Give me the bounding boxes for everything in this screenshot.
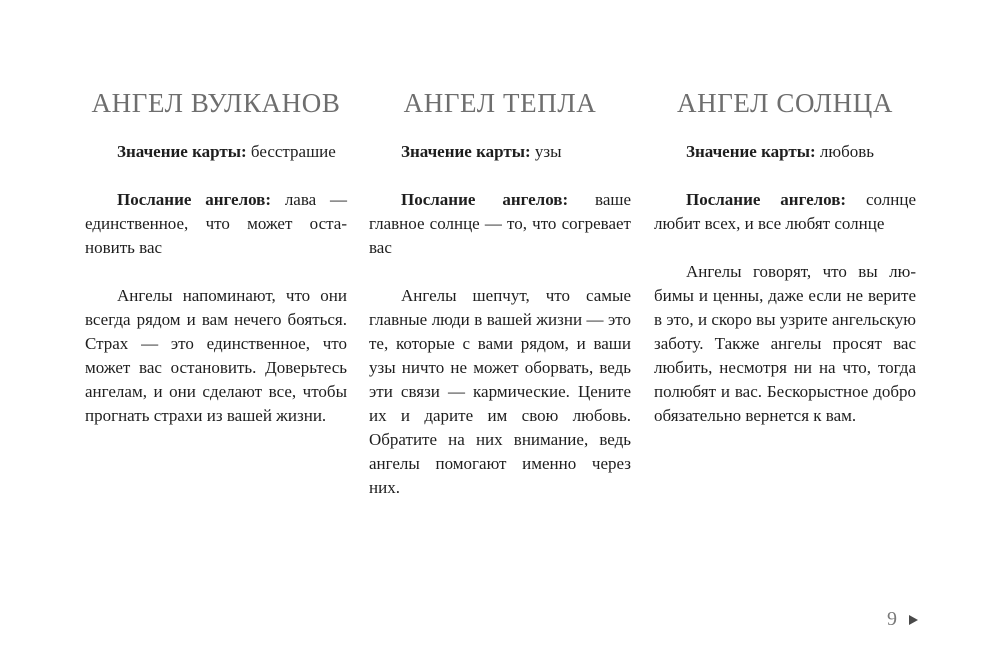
message-value: солнце любит всех, и все любят солнце [654,190,916,233]
page-footer [887,608,918,631]
card-title: АНГЕЛ ВУЛКАНОВ [91,88,341,118]
meaning-value: любовь [815,142,875,161]
meaning-label: Значение карты: [686,142,816,161]
card-message [85,188,347,260]
card-column-volcanoes [85,88,347,452]
message-value: лава — единственное, что может остановить вас [85,190,347,257]
card-column-warmth [369,88,631,524]
message-label: Послание ангелов: [117,190,272,209]
card-body: Ангелы напоминают, что они всегда рядом и вам нечего бояться. Страх — это единственное, что может вас остановить. Доверьтесь ангелам, и они сделают все, чтобы прогнать страхи из вашей жизни. [85,286,347,425]
card-column-sun [654,88,916,452]
card-title: АНГЕЛ ТЕПЛА [403,88,597,118]
meaning-label: Значение карты: [401,142,531,161]
card-message [369,188,631,260]
message-label: Послание ангелов: [686,190,847,209]
meaning-label: Значение карты: [117,142,247,161]
card-meaning [85,140,347,164]
card-meaning [654,140,916,164]
page-number: 9 [887,608,897,630]
card-body: Ангелы говорят, что вы любимы и ценны, даже если не верите в это, и скоро вы узрите ангельскую заботу. Также ангелы просят вас любить, несмотря ни на что, тогда полюбят и вас. Бескорыстное добро обязательно вернется к вам. [654,262,916,425]
message-label: Послание ангелов: [401,190,569,209]
triangle-right-icon [909,615,918,625]
card-title: АНГЕЛ СОЛНЦА [677,88,893,118]
card-body: Ангелы шепчут, что самые главные люди в вашей жизни — это те, которые с вами рядом, и ваши узы ничто не может оборвать, ведь эти связи — кармические. Цените их и дарите им свою любовь. Обратите на них внимание, ведь ангелы помогают именно через них. [369,286,631,497]
card-message [654,188,916,236]
message-value: ваше главное солнце — то, что согревает вас [369,190,631,257]
meaning-value: бесстрашие [246,142,336,161]
meaning-value: узы [530,142,562,161]
card-meaning [369,140,631,164]
